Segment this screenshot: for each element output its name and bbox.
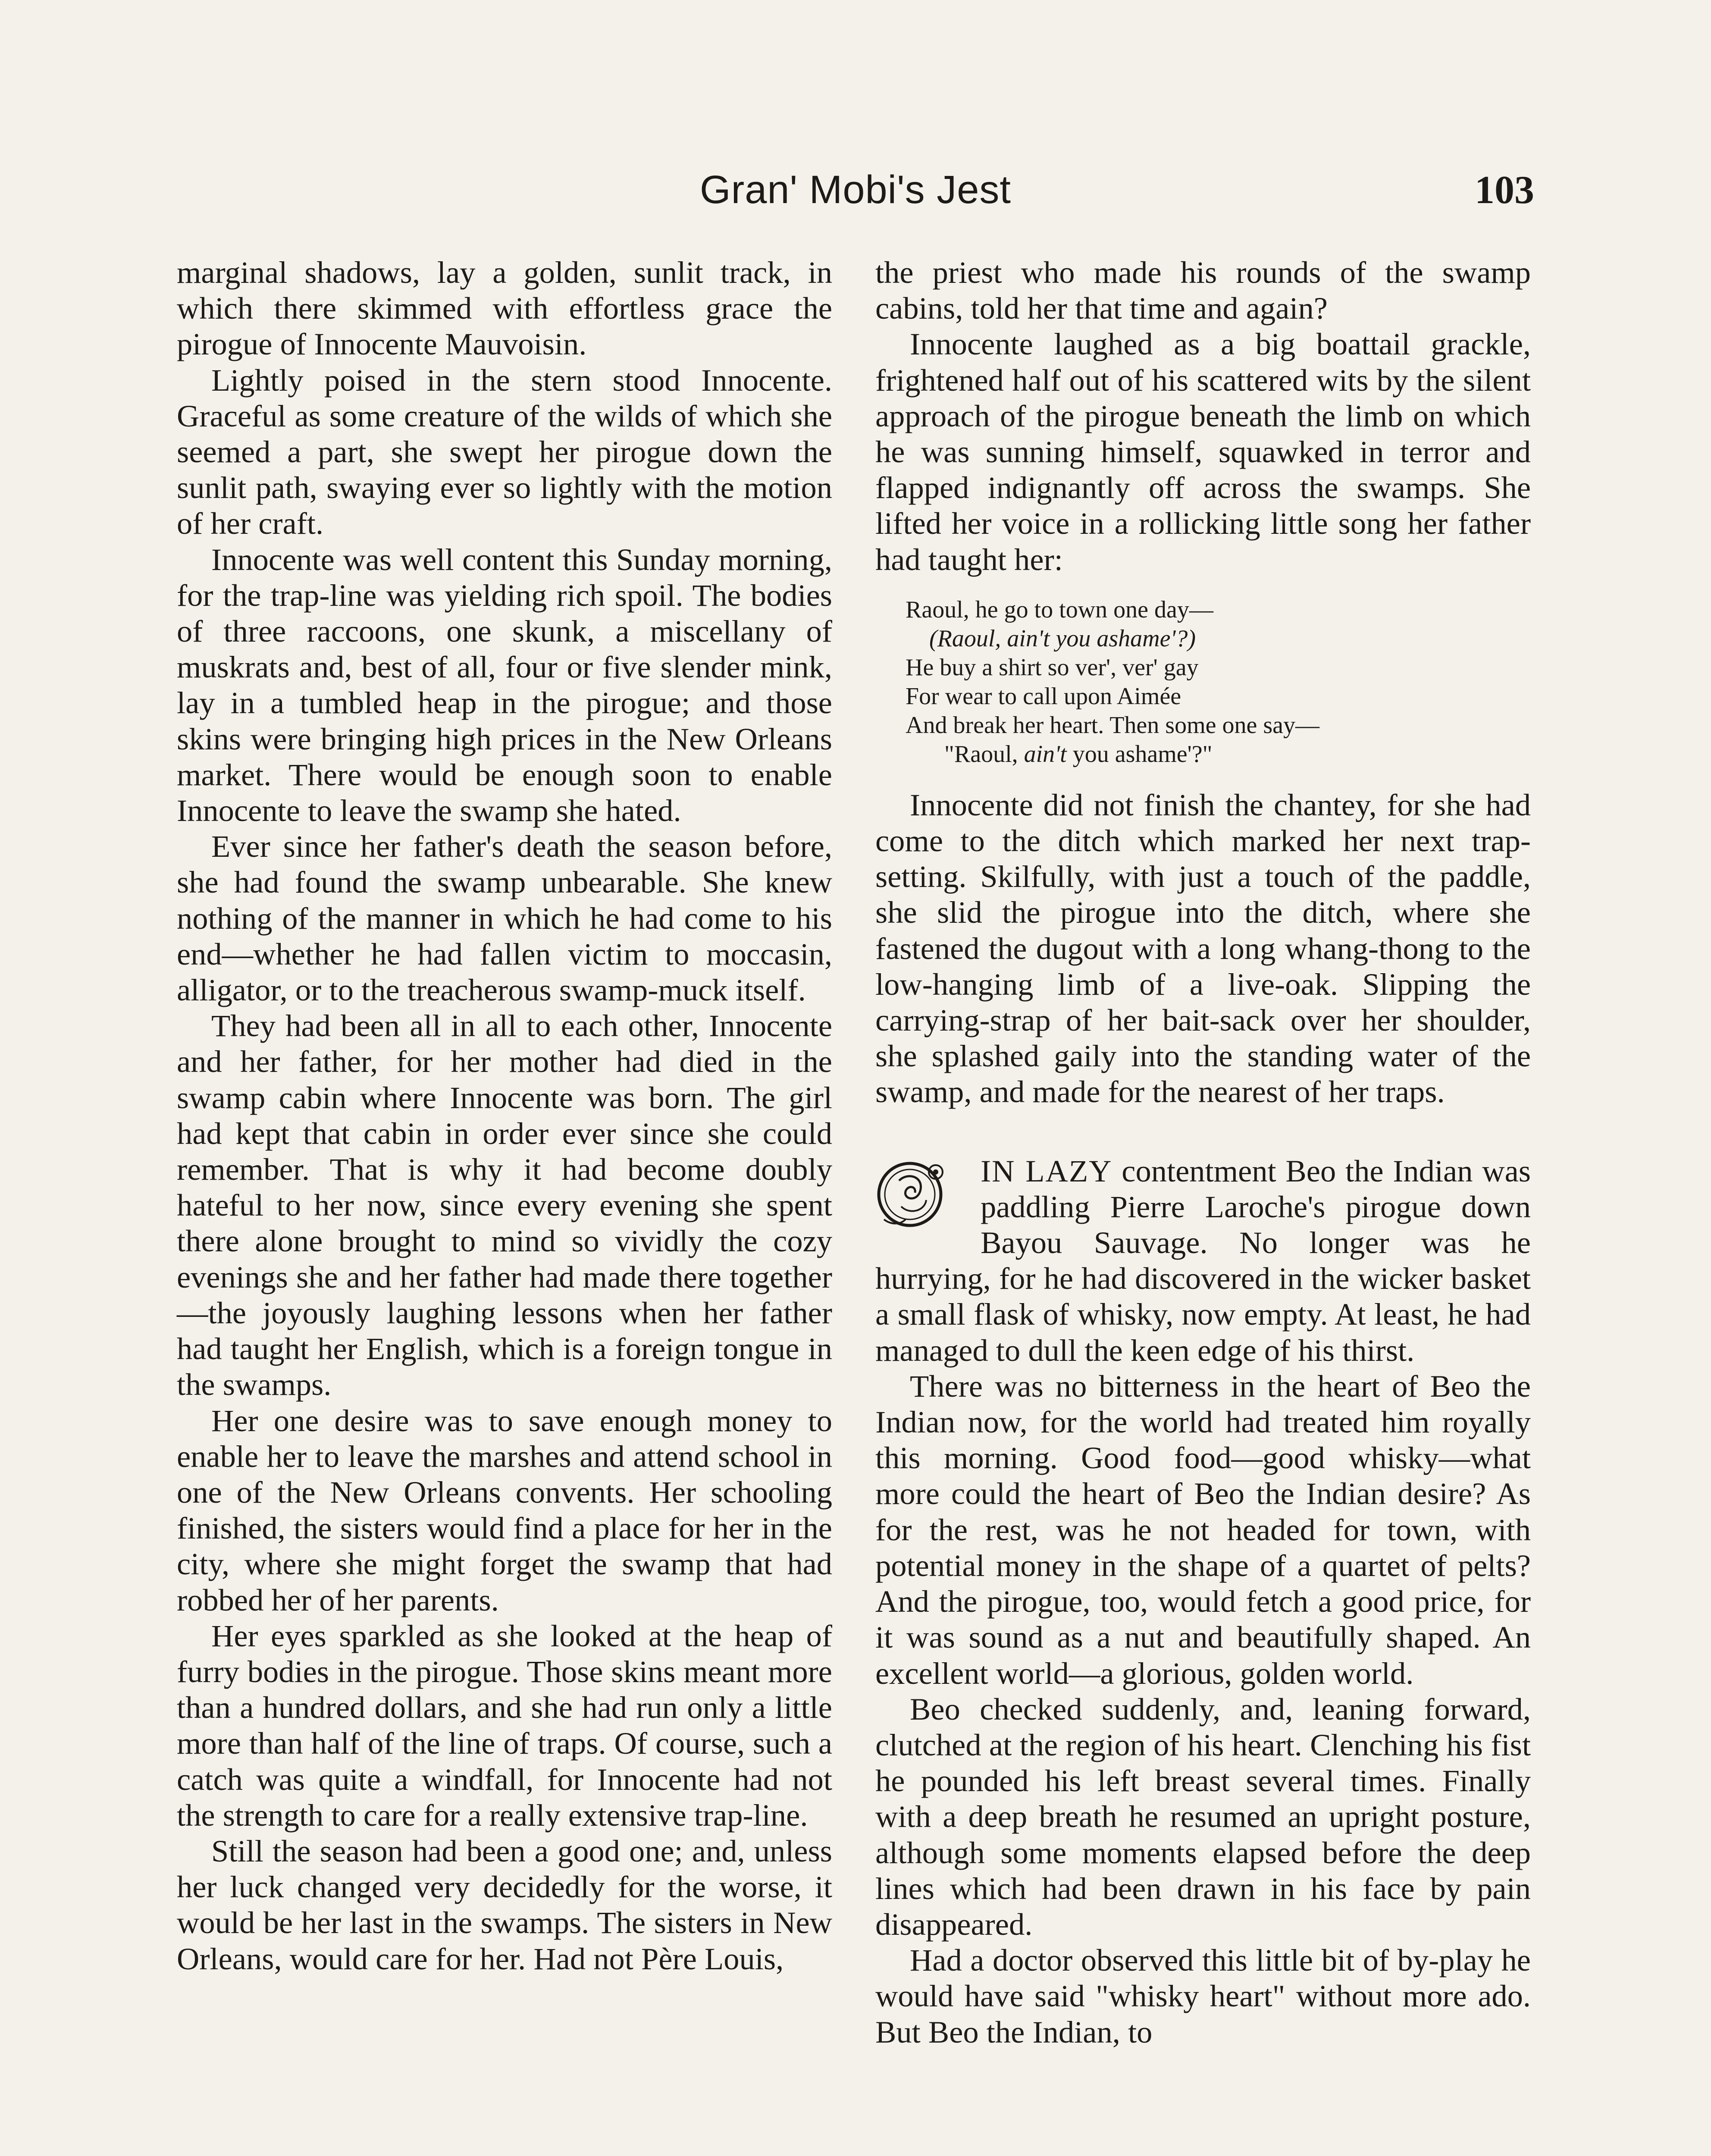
section-opening-paragraph [875,1153,1531,1368]
paragraph: Still the season had been a good one; and, unless her luck changed very decidedly for the worse, it would be her last in the swamps. The sisters in New Orleans, would care for her. Had not Père Louis, [177,1833,832,1976]
verse-line: He buy a shirt so ver', ver' gay [906,654,1199,681]
paragraph: Ever since her father's death the season before, she had found the swamp unbearable. She knew nothing of the manner in which he had come to his end—whether he had fallen victim to moccasin, alligator, or to the treacherous swamp-muck itself. [177,829,832,1008]
verse-italic: ain't [1024,740,1067,768]
right-column [875,254,1531,2050]
drop-cap-lead-words: IN LAZY [981,1153,1112,1188]
paragraph: Innocente was well content this Sunday morning, for the trap-line was yielding rich spoil. The bodies of three raccoons, one skunk, a miscellany of muskrats and, best of all, four or five slender mink, lay in a tumbled heap in the pirogue; and those skins were bringing high prices in the New Orleans market. There would be enough soon to enable Innocente to leave the swamp she hated. [177,542,832,828]
page-number: 103 [1475,168,1534,212]
paragraph-text: contentment Beo the Indian was paddling Pierre Laroche's pirogue down Bayou Sauvage. No longer was he hurrying, for he had discovered in the wicker basket a small flask of whisky, now empty. At least, he had managed to dull the keen edge of his thirst. [875,1153,1531,1368]
paragraph: the priest who made his rounds of the swamp cabins, told her that time and again? [875,255,1531,326]
paragraph: Her one desire was to save enough money to enable her to leave the marshes and attend school in one of the New Orleans convents. Her schooling finished, the sisters would find a place for her in the city, where she might forget the swamp that had robbed her of her parents. [177,1403,832,1617]
verse-line: And break her heart. Then some one say— [906,711,1319,739]
verse-line: Raoul, he go to town one day— [906,596,1213,623]
paragraph: Lightly poised in the stern stood Innocente. Graceful as some creature of the wilds of which she seemed a part, she swept her pirogue down the sunlit path, swaying ever so lightly with the motion of her craft. [177,362,832,541]
left-column [177,254,832,1977]
verse-fragment: "Raoul, [944,740,1024,768]
verse-italic: (Raoul, ain't you ashame'?) [929,625,1196,652]
running-head: Gran' Mobi's Jest [700,168,1011,212]
page-header [177,160,1534,220]
ornamental-drop-cap-icon [875,1155,970,1232]
paragraph: Innocente did not finish the chantey, for she had come to the ditch which marked her next trap-setting. Skilfully, with just a touch of the paddle, she slid the pirogue into the ditch, where she fastened the dugout with a long whang-thong to the low-hanging limb of a live-oak. Slipping the carrying-strap of her bait-sack over her shoulder, she splashed gaily into the standing water of the swamp, and made for the nearest of her traps. [875,787,1531,1109]
paragraph: Had a doctor observed this little bit of by-play he would have said "whisky heart" without more ado. But Beo the Indian, to [875,1943,1531,2049]
verse-line [906,740,1531,769]
paragraph: Her eyes sparkled as she looked at the heap of furry bodies in the pirogue. Those skins meant more than a hundred dollars, and she had run only a little more than half of the line of traps. Of course, such a catch was quite a windfall, for Innocente had not the strength to care for a really extensive trap-line. [177,1618,832,1833]
verse-line [906,624,1531,653]
paragraph: Innocente laughed as a big boattail grackle, frightened half out of his scattered wits by the silent approach of the pirogue beneath the limb on which he was sunning himself, squawked in terror and flapped indignantly off across the swamps. She lifted her voice in a rollicking little song her father had taught her: [875,326,1531,577]
paragraph: Beo checked suddenly, and, leaning forward, clutched at the region of his heart. Clenching his fist he pounded his left breast several times. Finally with a deep breath he resumed an upright posture, although some moments elapsed before the deep lines which had been drawn in his face by pain disappeared. [875,1691,1531,1942]
paragraph: They had been all in all to each other, Innocente and her father, for her mother had died in the swamp cabin where Innocente was born. The girl had kept that cabin in order ever since she could remember. That is why it had become doubly hateful to her now, since every evening she spent there alone brought to mind so vividly the cozy evenings she and her father had made there together—the joyously laughing lessons when her father had taught her English, which is a foreign tongue in the swamps. [177,1008,832,1402]
verse-fragment: you ashame'?" [1066,740,1213,768]
paragraph: There was no bitterness in the heart of Beo the Indian now, for the world had treated him royally this morning. Good food—good whisky—what more could the heart of Beo the Indian desire? As for the rest, was he not headed for town, with potential money in the shape of a quartet of pelts? And the pirogue, too, would fetch a good price, for it was sound as a nut and beautifully shaped. An excellent world—a glorious, golden world. [875,1368,1531,1691]
song-verse [906,595,1531,769]
paragraph: marginal shadows, lay a golden, sunlit track, in which there skimmed with effortless grace the pirogue of Innocente Mauvoisin. [177,255,832,362]
verse-line: For wear to call upon Aimée [906,683,1181,710]
